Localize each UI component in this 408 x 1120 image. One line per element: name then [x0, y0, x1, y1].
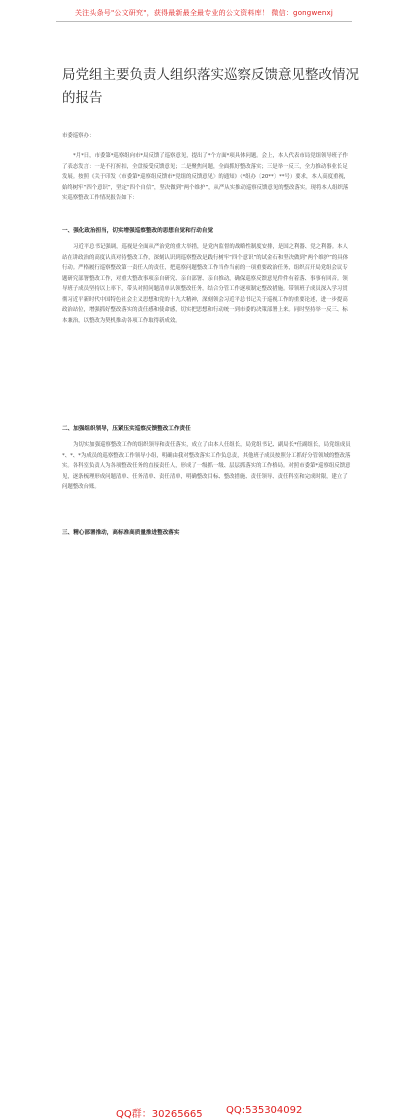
section-heading-3: 三、精心部署推动，高标准高质量推进整改落实 [62, 530, 180, 536]
qq-group-label: QQ群：30265665 [116, 1109, 203, 1120]
section-heading-2: 二、加强组织领导，压紧压实巡察反馈整改工作责任 [62, 426, 191, 432]
salutation: 市委巡察办： [62, 133, 95, 139]
section-paragraph-1: 习近平总书记强调，巡视是全面从严治党的重大举措，是党内监督的战略性制度安排，是国之利器、党之利器。本人站在讲政治的高度认真对待整改工作，深刻认识到巡察整改是践行树牢“四个意识”的试金石和坚决做到“两个维护”的具体行动。严格履行巡察整改第一责任人的责任，把巡察问题整改工作当作当前的一项重要政治任务，组织召开局党组会议专题研究部署整改工作，对重大整改事项亲自研究、亲自部署、亲自推动，确保巡察反馈意见件件有着落、事事有回音。领导班子成员坚持以上率下，带头对照问题清单认领整改任务，结合分管工作逐项制定整改措施。带领班子成员深入学习贯彻习近平新时代中国特色社会主义思想和党的十九大精神，深刻领会习近平总书记关于巡视工作的重要论述，进一步提高政治站位，增强抓好整改落实的责任感和使命感，切实把思想和行动统一到市委的决策部署上来。同时坚持举一反三、标本兼治，以整改为契机推动各项工作取得新成效。 [62, 244, 349, 324]
header-divider [56, 21, 352, 22]
document-title: 局党组主要负责人组织落实巡察反馈意见整改情况的报告 [62, 67, 359, 106]
section-heading-1: 一、强化政治担当，切实增强巡察整改的思想自觉和行动自觉 [62, 228, 214, 234]
promo-banner-text: 关注头条号"公文研究"，获得最新最全最专业的公文资料库！ 微信：gongwenxj [74, 9, 334, 17]
footer [0, 550, 408, 1120]
qq-contact-label: QQ:535304092 [226, 1105, 303, 1116]
section-paragraph-2: 为切实加强巡察整改工作的组织领导和责任落实，成立了由本人任组长，局党组书记、副局长*任副组长，局党组成员*、*、*为成员的巡察整改工作领导小组，明确由我对整改落实工作负总责，其他班子成员按照分工抓好分管领域的整改落实。各科室负责人为各项整改任务的直接责任人，形成了一级抓一级、层层抓落实的工作格局。对照市委第*巡察组反馈意见，逐条梳理形成问题清单、任务清单、责任清单，明确整改目标、整改措施、责任领导、责任科室和完成时限，建立了问题整改台账。 [62, 442, 351, 490]
intro-paragraph: *月*日，市委第*巡察组向市*局反馈了巡察意见，提出了*个方面*项具体问题。会上，本人代表市局党组领导班子作了表态发言：一是不打折扣，全盘接受反馈意见；二是聚焦问题，全面抓好整改落实；三是举一反三，全力推动事业长足发展。按照《关于印发〈市委第*巡察组反馈市*党组的反馈意见〉的通知》（*组办〔20**〕**号）要求，本人高度重视，始终树牢“四个意识”，坚定“四个自信”，坚决做到“两个维护”，从严从实推动巡察反馈意见的整改落实。现将本人组织落实巡察整改工作情况报告如下： [62, 153, 350, 201]
